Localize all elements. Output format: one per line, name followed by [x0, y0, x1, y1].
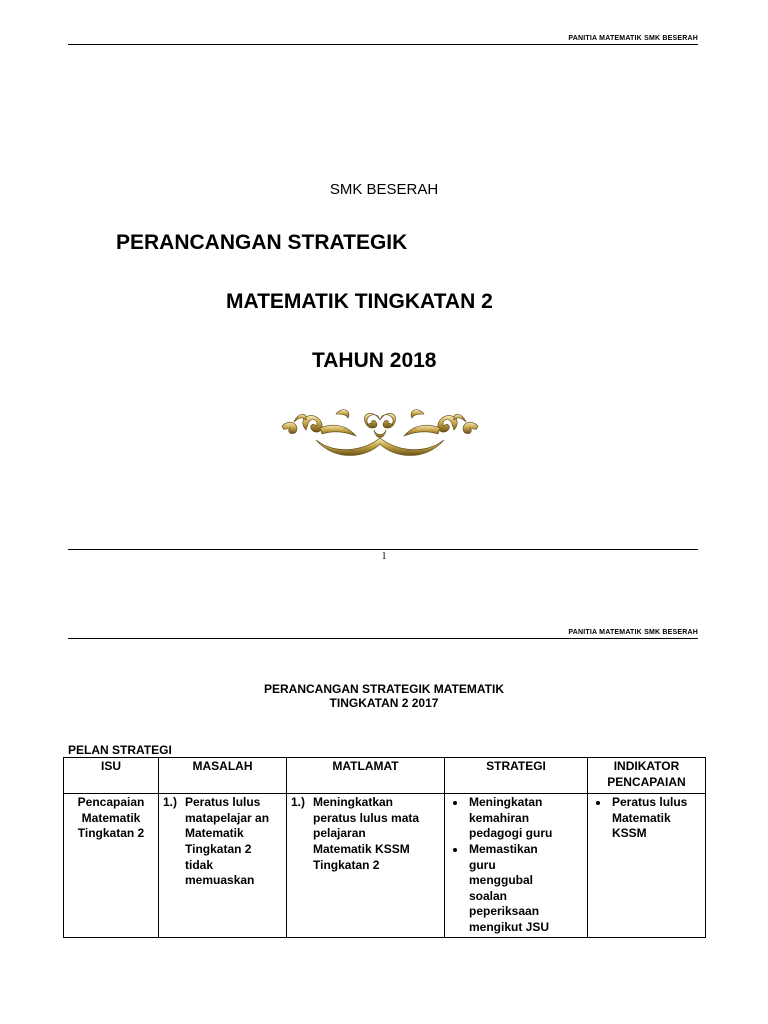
cell-strategi — [445, 794, 588, 937]
header-matlamat: MATLAMAT — [287, 758, 445, 794]
strategi-item: • Memastikan guru menggubal soalan peperiksaan mengikut JSU — [467, 842, 569, 936]
masalah-number: 1.) — [163, 795, 178, 810]
strategi-item: • Meningkatan kemahiran pedagogi guru — [467, 795, 569, 842]
header-strategi: STRATEGI — [445, 758, 588, 794]
page2-header-rule — [68, 638, 698, 639]
header-isu: ISU — [64, 758, 159, 794]
header-masalah: MASALAH — [159, 758, 287, 794]
table-row — [64, 794, 706, 937]
cover-title-line3: TAHUN 2018 — [312, 349, 437, 372]
strategy-table — [63, 757, 706, 938]
cover-title-line2: MATEMATIK TINGKATAN 2 — [226, 290, 493, 313]
section-label: PELAN STRATEGI — [68, 743, 172, 757]
cell-isu: Pencapaian Matematik Tingkatan 2 — [64, 794, 159, 937]
school-name: SMK BESERAH — [329, 181, 439, 198]
plan-title-line1: PERANCANGAN STRATEGIK MATEMATIK — [264, 682, 504, 696]
page1-footer-rule — [68, 549, 698, 550]
matlamat-text: Meningkatkan peratus lulus mata pelajaran Matematik KSSM Tingkatan 2 — [313, 795, 420, 872]
header-indikator: INDIKATOR PENCAPAIAN — [588, 758, 706, 794]
table-header-row — [64, 758, 706, 794]
plan-title — [0, 682, 768, 710]
indikator-item: • Peratus lulus Matematik KSSM — [610, 795, 691, 842]
page1-header-rule — [68, 44, 698, 45]
cover-title-line1: PERANCANGAN STRATEGIK — [116, 231, 408, 254]
page2-running-header: PANITIA MATEMATIK SMK BESERAH — [568, 629, 698, 636]
page-number: 1 — [381, 551, 387, 562]
cell-masalah — [159, 794, 287, 937]
cell-matlamat — [287, 794, 445, 937]
masalah-text: Peratus lulus matapelajar an Matematik Tingkatan 2 tidak memuaskan — [185, 795, 270, 888]
plan-title-line2: TINGKATAN 2 2017 — [329, 696, 439, 710]
cell-indikator — [588, 794, 706, 937]
gold-ornament-flourish — [276, 400, 484, 466]
page1-running-header: PANITIA MATEMATIK SMK BESERAH — [568, 35, 698, 42]
matlamat-number: 1.) — [291, 795, 306, 810]
